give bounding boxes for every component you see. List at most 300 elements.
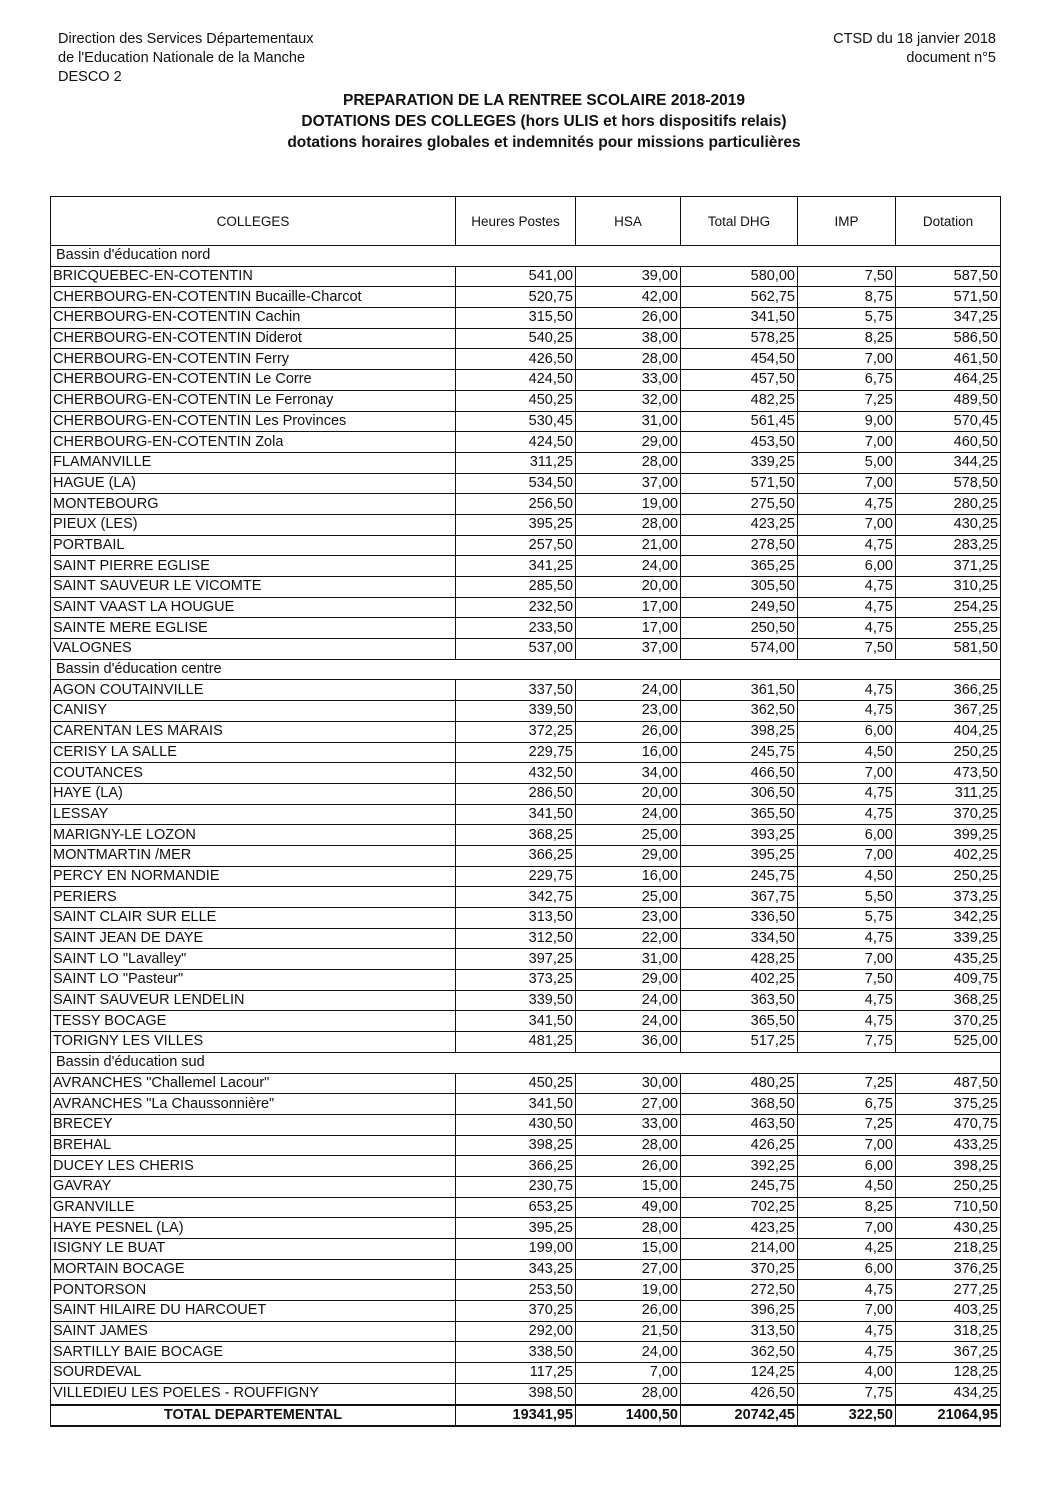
table-row: [51, 494, 1001, 515]
org-line-1: Direction des Services Départementaux: [58, 31, 314, 47]
value-cell: 578,50: [896, 473, 1001, 494]
college-name-cell: VALOGNES: [51, 639, 456, 660]
college-name-cell: CERISY LA SALLE: [51, 742, 456, 763]
title-line-3: dotations horaires globales et indemnités pour missions particulières: [287, 134, 801, 151]
value-cell: 341,50: [456, 1094, 576, 1115]
value-cell: 489,50: [896, 390, 1001, 411]
value-cell: 8,75: [798, 287, 896, 308]
total-value-cell: 20742,45: [681, 1405, 798, 1427]
value-cell: 343,25: [456, 1259, 576, 1280]
value-cell: 6,75: [798, 370, 896, 391]
value-cell: 7,00: [798, 845, 896, 866]
table-header-row: [51, 197, 1001, 246]
value-cell: 580,00: [681, 266, 798, 287]
college-name-cell: LESSAY: [51, 804, 456, 825]
value-cell: 570,45: [896, 411, 1001, 432]
value-cell: 4,75: [798, 701, 896, 722]
value-cell: 27,00: [576, 1259, 681, 1280]
value-cell: 6,00: [798, 1156, 896, 1177]
table-row: [51, 1280, 1001, 1301]
value-cell: 339,50: [456, 701, 576, 722]
value-cell: 39,00: [576, 266, 681, 287]
college-name-cell: BRECEY: [51, 1114, 456, 1135]
value-cell: 574,00: [681, 639, 798, 660]
value-cell: 365,50: [681, 1011, 798, 1032]
value-cell: 245,75: [681, 1176, 798, 1197]
value-cell: 7,25: [798, 1114, 896, 1135]
value-cell: 292,00: [456, 1321, 576, 1342]
value-cell: 229,75: [456, 866, 576, 887]
value-cell: 398,50: [456, 1383, 576, 1404]
table-row: [51, 328, 1001, 349]
value-cell: 6,00: [798, 556, 896, 577]
table-row: [51, 1363, 1001, 1384]
college-name-cell: SAINT LO "Pasteur": [51, 970, 456, 991]
value-cell: 218,25: [896, 1239, 1001, 1260]
value-cell: 450,25: [456, 390, 576, 411]
value-cell: 20,00: [576, 577, 681, 598]
value-cell: 4,75: [798, 577, 896, 598]
value-cell: 9,00: [798, 411, 896, 432]
value-cell: 397,25: [456, 949, 576, 970]
value-cell: 460,50: [896, 432, 1001, 453]
value-cell: 6,00: [798, 1259, 896, 1280]
value-cell: 4,75: [798, 1342, 896, 1363]
value-cell: 341,50: [456, 804, 576, 825]
value-cell: 376,25: [896, 1259, 1001, 1280]
value-cell: 30,00: [576, 1073, 681, 1094]
document-reference: [833, 30, 996, 68]
value-cell: 571,50: [681, 473, 798, 494]
college-name-cell: BREHAL: [51, 1135, 456, 1156]
value-cell: 286,50: [456, 783, 576, 804]
value-cell: 334,50: [681, 928, 798, 949]
table-row: [51, 266, 1001, 287]
table-row: [51, 597, 1001, 618]
college-name-cell: SAINT JEAN DE DAYE: [51, 928, 456, 949]
value-cell: 426,50: [456, 349, 576, 370]
value-cell: 344,25: [896, 452, 1001, 473]
value-cell: 367,25: [896, 701, 1001, 722]
table-row: [51, 370, 1001, 391]
value-cell: 473,50: [896, 763, 1001, 784]
table-row: [51, 845, 1001, 866]
value-cell: 398,25: [681, 721, 798, 742]
value-cell: 17,00: [576, 597, 681, 618]
value-cell: 571,50: [896, 287, 1001, 308]
value-cell: 305,50: [681, 577, 798, 598]
table-row: [51, 1239, 1001, 1260]
document-number: document n°5: [906, 50, 996, 66]
college-name-cell: SAINT PIERRE EGLISE: [51, 556, 456, 577]
value-cell: 362,50: [681, 1342, 798, 1363]
college-name-cell: SAINT HILAIRE DU HARCOUET: [51, 1301, 456, 1322]
value-cell: 337,50: [456, 680, 576, 701]
value-cell: 423,25: [681, 1218, 798, 1239]
value-cell: 338,50: [456, 1342, 576, 1363]
college-name-cell: AGON COUTAINVILLE: [51, 680, 456, 701]
value-cell: 482,25: [681, 390, 798, 411]
table-row: [51, 887, 1001, 908]
value-cell: 229,75: [456, 742, 576, 763]
value-cell: 25,00: [576, 825, 681, 846]
value-cell: 4,75: [798, 597, 896, 618]
value-cell: 403,25: [896, 1301, 1001, 1322]
value-cell: 362,50: [681, 701, 798, 722]
value-cell: 28,00: [576, 1383, 681, 1404]
college-name-cell: HAYE PESNEL (LA): [51, 1218, 456, 1239]
table-row: [51, 452, 1001, 473]
value-cell: 4,75: [798, 494, 896, 515]
value-cell: 24,00: [576, 1342, 681, 1363]
college-name-cell: CHERBOURG-EN-COTENTIN Ferry: [51, 349, 456, 370]
value-cell: 373,25: [456, 970, 576, 991]
value-cell: 395,25: [456, 514, 576, 535]
college-name-cell: SAINTE MERE EGLISE: [51, 618, 456, 639]
value-cell: 586,50: [896, 328, 1001, 349]
value-cell: 4,75: [798, 783, 896, 804]
value-cell: 31,00: [576, 411, 681, 432]
value-cell: 366,25: [896, 680, 1001, 701]
value-cell: 7,00: [798, 949, 896, 970]
value-cell: 430,50: [456, 1114, 576, 1135]
value-cell: 7,00: [576, 1363, 681, 1384]
college-name-cell: CHERBOURG-EN-COTENTIN Le Ferronay: [51, 390, 456, 411]
value-cell: 230,75: [456, 1176, 576, 1197]
college-name-cell: SAINT LO "Lavalley": [51, 949, 456, 970]
value-cell: 7,00: [798, 349, 896, 370]
value-cell: 365,25: [681, 556, 798, 577]
value-cell: 4,75: [798, 535, 896, 556]
value-cell: 245,75: [681, 742, 798, 763]
table-row: [51, 308, 1001, 329]
value-cell: 33,00: [576, 1114, 681, 1135]
org-line-3: DESCO 2: [58, 69, 122, 85]
issuing-office: [58, 30, 313, 87]
value-cell: 249,50: [681, 597, 798, 618]
value-cell: 578,25: [681, 328, 798, 349]
value-cell: 461,50: [896, 349, 1001, 370]
value-cell: 32,00: [576, 390, 681, 411]
value-cell: 17,00: [576, 618, 681, 639]
value-cell: 21,50: [576, 1321, 681, 1342]
value-cell: 424,50: [456, 370, 576, 391]
value-cell: 15,00: [576, 1176, 681, 1197]
value-cell: 372,25: [456, 721, 576, 742]
value-cell: 423,25: [681, 514, 798, 535]
value-cell: 653,25: [456, 1197, 576, 1218]
value-cell: 367,75: [681, 887, 798, 908]
col-header-imp: IMP: [798, 197, 896, 246]
value-cell: 426,25: [681, 1135, 798, 1156]
value-cell: 409,75: [896, 970, 1001, 991]
title-line-1: PREPARATION DE LA RENTREE SCOLAIRE 2018-2019: [343, 92, 745, 109]
value-cell: 254,25: [896, 597, 1001, 618]
value-cell: 365,50: [681, 804, 798, 825]
table-row: [51, 287, 1001, 308]
value-cell: 368,25: [456, 825, 576, 846]
value-cell: 7,00: [798, 514, 896, 535]
value-cell: 530,45: [456, 411, 576, 432]
table-row: [51, 742, 1001, 763]
table-row: [51, 432, 1001, 453]
value-cell: 336,50: [681, 908, 798, 929]
value-cell: 426,50: [681, 1383, 798, 1404]
value-cell: 702,25: [681, 1197, 798, 1218]
value-cell: 366,25: [456, 1156, 576, 1177]
college-name-cell: TESSY BOCAGE: [51, 1011, 456, 1032]
total-row: [51, 1405, 1001, 1427]
value-cell: 435,25: [896, 949, 1001, 970]
value-cell: 283,25: [896, 535, 1001, 556]
col-header-dotation: Dotation: [896, 197, 1001, 246]
table-row: [51, 970, 1001, 991]
total-label: TOTAL DEPARTEMENTAL: [51, 1405, 456, 1427]
value-cell: 29,00: [576, 970, 681, 991]
college-name-cell: DUCEY LES CHERIS: [51, 1156, 456, 1177]
table-row: [51, 1114, 1001, 1135]
value-cell: 26,00: [576, 1156, 681, 1177]
value-cell: 4,50: [798, 742, 896, 763]
value-cell: 27,00: [576, 1094, 681, 1115]
value-cell: 29,00: [576, 845, 681, 866]
value-cell: 367,25: [896, 1342, 1001, 1363]
college-name-cell: AVRANCHES "La Chaussonnière": [51, 1094, 456, 1115]
value-cell: 250,25: [896, 742, 1001, 763]
value-cell: 341,50: [456, 1011, 576, 1032]
value-cell: 363,50: [681, 990, 798, 1011]
value-cell: 402,25: [681, 970, 798, 991]
table-row: [51, 535, 1001, 556]
value-cell: 28,00: [576, 514, 681, 535]
value-cell: 4,75: [798, 804, 896, 825]
value-cell: 402,25: [896, 845, 1001, 866]
college-name-cell: PERCY EN NORMANDIE: [51, 866, 456, 887]
value-cell: 5,00: [798, 452, 896, 473]
value-cell: 256,50: [456, 494, 576, 515]
table-row: [51, 783, 1001, 804]
value-cell: 7,25: [798, 390, 896, 411]
college-name-cell: GRANVILLE: [51, 1197, 456, 1218]
college-name-cell: SAINT SAUVEUR LENDELIN: [51, 990, 456, 1011]
college-name-cell: CARENTAN LES MARAIS: [51, 721, 456, 742]
value-cell: 5,75: [798, 308, 896, 329]
value-cell: 8,25: [798, 1197, 896, 1218]
value-cell: 399,25: [896, 825, 1001, 846]
value-cell: 5,50: [798, 887, 896, 908]
value-cell: 278,50: [681, 535, 798, 556]
college-name-cell: CHERBOURG-EN-COTENTIN Le Corre: [51, 370, 456, 391]
table-row: [51, 1383, 1001, 1404]
college-name-cell: MARIGNY-LE LOZON: [51, 825, 456, 846]
value-cell: 7,75: [798, 1032, 896, 1053]
section-row: [51, 1052, 1001, 1073]
value-cell: 395,25: [681, 845, 798, 866]
total-value-cell: 21064,95: [896, 1405, 1001, 1427]
dotations-table: [50, 196, 1001, 1427]
value-cell: 28,00: [576, 452, 681, 473]
value-cell: 433,25: [896, 1135, 1001, 1156]
value-cell: 49,00: [576, 1197, 681, 1218]
value-cell: 395,25: [456, 1218, 576, 1239]
value-cell: 15,00: [576, 1239, 681, 1260]
table-row: [51, 721, 1001, 742]
college-name-cell: BRICQUEBEC-EN-COTENTIN: [51, 266, 456, 287]
value-cell: 450,25: [456, 1073, 576, 1094]
value-cell: 7,00: [798, 432, 896, 453]
value-cell: 19,00: [576, 1280, 681, 1301]
value-cell: 19,00: [576, 494, 681, 515]
value-cell: 339,50: [456, 990, 576, 1011]
value-cell: 470,75: [896, 1114, 1001, 1135]
college-name-cell: MONTEBOURG: [51, 494, 456, 515]
value-cell: 306,50: [681, 783, 798, 804]
value-cell: 26,00: [576, 721, 681, 742]
value-cell: 272,50: [681, 1280, 798, 1301]
value-cell: 341,50: [681, 308, 798, 329]
table-row: [51, 908, 1001, 929]
value-cell: 517,25: [681, 1032, 798, 1053]
college-name-cell: COUTANCES: [51, 763, 456, 784]
table-row: [51, 618, 1001, 639]
value-cell: 4,75: [798, 680, 896, 701]
table-row: [51, 763, 1001, 784]
section-row: [51, 659, 1001, 680]
value-cell: 361,50: [681, 680, 798, 701]
value-cell: 7,75: [798, 1383, 896, 1404]
college-name-cell: PERIERS: [51, 887, 456, 908]
table-row: [51, 1011, 1001, 1032]
value-cell: 4,25: [798, 1239, 896, 1260]
value-cell: 342,75: [456, 887, 576, 908]
value-cell: 453,50: [681, 432, 798, 453]
value-cell: 537,00: [456, 639, 576, 660]
college-name-cell: CHERBOURG-EN-COTENTIN Cachin: [51, 308, 456, 329]
college-name-cell: ISIGNY LE BUAT: [51, 1239, 456, 1260]
value-cell: 34,00: [576, 763, 681, 784]
value-cell: 4,75: [798, 1011, 896, 1032]
value-cell: 310,25: [896, 577, 1001, 598]
table-row: [51, 1073, 1001, 1094]
value-cell: 4,75: [798, 928, 896, 949]
value-cell: 21,00: [576, 535, 681, 556]
college-name-cell: CHERBOURG-EN-COTENTIN Bucaille-Charcot: [51, 287, 456, 308]
col-header-hsa: HSA: [576, 197, 681, 246]
total-value-cell: 322,50: [798, 1405, 896, 1427]
value-cell: 4,00: [798, 1363, 896, 1384]
total-value-cell: 1400,50: [576, 1405, 681, 1427]
table-row: [51, 1218, 1001, 1239]
value-cell: 341,25: [456, 556, 576, 577]
value-cell: 463,50: [681, 1114, 798, 1135]
value-cell: 6,00: [798, 721, 896, 742]
college-name-cell: CHERBOURG-EN-COTENTIN Les Provinces: [51, 411, 456, 432]
table-row: [51, 1032, 1001, 1053]
value-cell: 587,50: [896, 266, 1001, 287]
value-cell: 6,00: [798, 825, 896, 846]
value-cell: 480,25: [681, 1073, 798, 1094]
value-cell: 7,00: [798, 473, 896, 494]
table-row: [51, 1197, 1001, 1218]
value-cell: 370,25: [456, 1301, 576, 1322]
table-row: [51, 1321, 1001, 1342]
table-row: [51, 473, 1001, 494]
value-cell: 481,25: [456, 1032, 576, 1053]
value-cell: 6,75: [798, 1094, 896, 1115]
college-name-cell: CANISY: [51, 701, 456, 722]
table-row: [51, 1342, 1001, 1363]
value-cell: 339,25: [896, 928, 1001, 949]
table-row: [51, 680, 1001, 701]
value-cell: 7,25: [798, 1073, 896, 1094]
table-row: [51, 349, 1001, 370]
value-cell: 16,00: [576, 742, 681, 763]
value-cell: 245,75: [681, 866, 798, 887]
value-cell: 581,50: [896, 639, 1001, 660]
college-name-cell: VILLEDIEU LES POELES - ROUFFIGNY: [51, 1383, 456, 1404]
value-cell: 311,25: [896, 783, 1001, 804]
value-cell: 117,25: [456, 1363, 576, 1384]
value-cell: 7,00: [798, 1135, 896, 1156]
college-name-cell: HAYE (LA): [51, 783, 456, 804]
value-cell: 392,25: [681, 1156, 798, 1177]
table-row: [51, 1156, 1001, 1177]
college-name-cell: FLAMANVILLE: [51, 452, 456, 473]
value-cell: 257,50: [456, 535, 576, 556]
document-titles: [0, 90, 1058, 153]
value-cell: 370,25: [681, 1259, 798, 1280]
value-cell: 339,25: [681, 452, 798, 473]
table-row: [51, 1301, 1001, 1322]
value-cell: 253,50: [456, 1280, 576, 1301]
col-header-heures-postes: Heures Postes: [456, 197, 576, 246]
value-cell: 520,75: [456, 287, 576, 308]
college-name-cell: PONTORSON: [51, 1280, 456, 1301]
table-row: [51, 577, 1001, 598]
value-cell: 24,00: [576, 804, 681, 825]
value-cell: 396,25: [681, 1301, 798, 1322]
table-body: [51, 246, 1001, 1427]
table-row: [51, 390, 1001, 411]
value-cell: 26,00: [576, 308, 681, 329]
value-cell: 42,00: [576, 287, 681, 308]
value-cell: 37,00: [576, 639, 681, 660]
value-cell: 25,00: [576, 887, 681, 908]
value-cell: 313,50: [681, 1321, 798, 1342]
value-cell: 280,25: [896, 494, 1001, 515]
college-name-cell: TORIGNY LES VILLES: [51, 1032, 456, 1053]
value-cell: 23,00: [576, 701, 681, 722]
value-cell: 404,25: [896, 721, 1001, 742]
table-row: [51, 411, 1001, 432]
value-cell: 22,00: [576, 928, 681, 949]
value-cell: 255,25: [896, 618, 1001, 639]
value-cell: 311,25: [456, 452, 576, 473]
value-cell: 4,75: [798, 1321, 896, 1342]
value-cell: 28,00: [576, 349, 681, 370]
table-row: [51, 990, 1001, 1011]
value-cell: 232,50: [456, 597, 576, 618]
college-name-cell: SAINT VAAST LA HOUGUE: [51, 597, 456, 618]
value-cell: 24,00: [576, 990, 681, 1011]
value-cell: 370,25: [896, 804, 1001, 825]
value-cell: 312,50: [456, 928, 576, 949]
value-cell: 275,50: [681, 494, 798, 515]
college-name-cell: PORTBAIL: [51, 535, 456, 556]
value-cell: 710,50: [896, 1197, 1001, 1218]
value-cell: 371,25: [896, 556, 1001, 577]
value-cell: 315,50: [456, 308, 576, 329]
